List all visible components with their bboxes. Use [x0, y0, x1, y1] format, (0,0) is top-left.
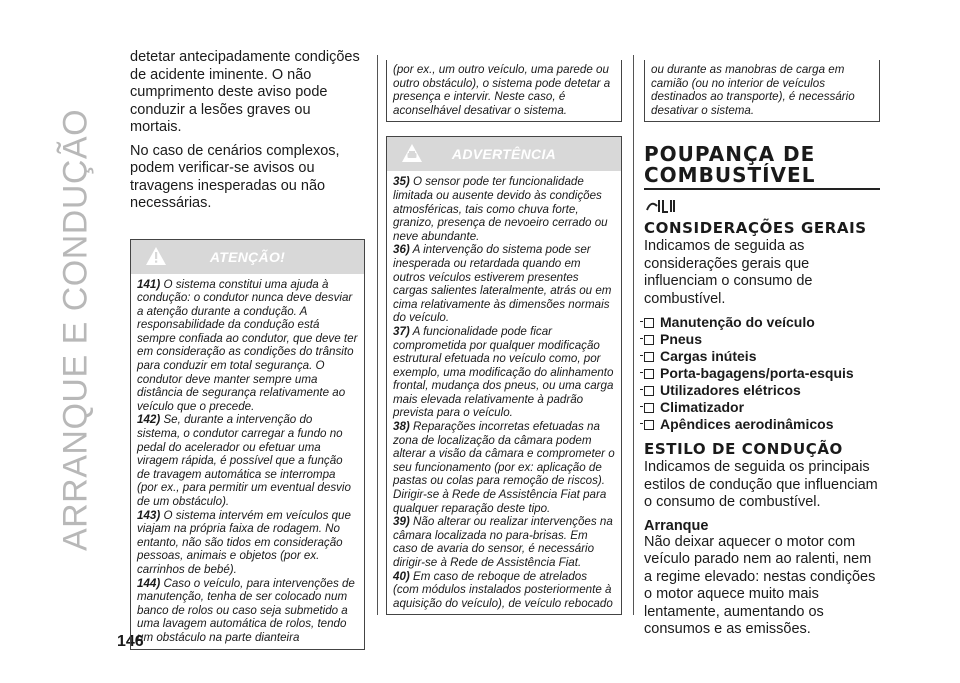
- bullet-icon: [644, 420, 654, 430]
- item-number: 40): [393, 569, 410, 583]
- column-3: [644, 60, 880, 645]
- list-item: Pneus: [644, 331, 880, 348]
- warning-item: [137, 413, 358, 508]
- bullet-icon: [644, 386, 654, 396]
- item-number: 142): [137, 413, 161, 427]
- paragraph: detetar antecipadamente condições de acidente iminente. O não cumprimento deste aviso pode conduzir a lesões graves ou mortais.: [130, 49, 360, 135]
- column-divider: [377, 55, 378, 615]
- item-text: Se, durante a intervenção do sistema, o condutor carregar a fundo no pedal do acelerador ou efetuar uma viragem rápida, é possível que a função de travagem automática se interrompa (por ex., para permitir um eventual desvio de um obstáculo).: [137, 413, 351, 508]
- item-number: 39): [393, 515, 410, 529]
- subheading-arranque: Arranque: [644, 517, 709, 534]
- bullet-icon: [644, 369, 654, 379]
- section-title-poupanca: POUPANÇA DE COMBUSTÍVEL: [644, 142, 816, 188]
- column-divider: [633, 55, 634, 615]
- list-item: Apêndices aerodinâmicos: [644, 416, 880, 433]
- list-item: Utilizadores elétricos: [644, 382, 880, 399]
- item-text: Reparações incorretas efetuadas na zona de localização da câmara podem alterar a visão da câmara e comprometer o seu funcionamento (por ex: aplicação de pastas ou colas para remoção de riscos). Dirigir-se à Rede de Assistência Fiat para qualquer reparação deste tipo.: [393, 420, 615, 515]
- item-text: A intervenção do sistema pode ser inesperada ou retardada quando em outros veículos estiverem presentes cargas salientes lateralmente, atrás ou em cima relativamente às dimensões normais do veículo.: [393, 243, 612, 325]
- paragraph: Indicamos de seguida os principais estilos de condução que influenciam o consumo de combustível.: [644, 459, 878, 511]
- warning-item: [137, 278, 358, 414]
- item-text: O sensor pode ter funcionalidade limitada ou ausente devido às condições atmosféricas, tais como chuva forte, granizo, presença de nevoeiro cerrado ou neve abundante.: [393, 175, 608, 243]
- item-text: A funcionalidade pode ficar comprometida por qualquer modificação estrutural efetuada no veículo como, por exemplo, uma modificação do alinhamento frontal, mudança dos pneus, ou uma carga mais elevada relativamente à padrão prevista para o veículo.: [393, 324, 614, 420]
- warning-header: [131, 240, 364, 274]
- warning-box: [130, 239, 365, 650]
- chapter-side-title: ARRANQUE E CONDUÇÃO: [56, 108, 95, 552]
- bullet-icon: [644, 403, 654, 413]
- item-text: O sistema intervém em veículos que viajam na própria faixa de rodagem. No entanto, não são tidos em consideração pessoas, animais e objetos (por ex. carrinhos de bebé).: [137, 508, 351, 576]
- warning-item: [393, 175, 615, 243]
- item-number: 36): [393, 243, 410, 257]
- paragraph: Não deixar aquecer o motor com veículo parado nem ao ralenti, nem a regime elevado: nestas condições o motor aquece muito mais lentamente, aumentando os consumos e as emissões.: [644, 533, 876, 638]
- page-number: 146: [117, 633, 144, 650]
- item-number: 144): [137, 576, 161, 590]
- paragraph: No caso de cenários complexos, podem verificar-se avisos ou travagens inesperadas ou não necessárias.: [130, 142, 340, 211]
- list-item: Climatizador: [644, 399, 880, 416]
- list-item: Cargas inúteis: [644, 348, 880, 365]
- warning-body: [131, 274, 364, 649]
- bullet-icon: [644, 335, 654, 345]
- warning-item: [137, 509, 358, 577]
- warning-item: [393, 515, 615, 569]
- warning-item: [393, 570, 615, 611]
- column-2: [386, 60, 622, 615]
- section-rule: [644, 188, 880, 190]
- item-text: Em caso de reboque de atrelados (com módulos instalados posteriormente à aquisição do veículo), de veículo rebocado: [393, 569, 613, 610]
- warning-item: [393, 420, 615, 515]
- continued-text-box: ou durante as manobras de carga em camião (ou no interior de veículos destinados ao transporte), é necessário desativar o sistema.: [644, 60, 880, 122]
- warning-item: [137, 577, 358, 645]
- column-1: [130, 49, 365, 650]
- considerations-list: [644, 314, 880, 433]
- paragraph: Indicamos de seguida as considerações gerais que influenciam o consumo de combustível.: [644, 238, 813, 307]
- subsection-title-consideracoes: CONSIDERAÇÕES GERAIS: [644, 219, 867, 238]
- advertencia-title: ADVERTÊNCIA: [451, 146, 557, 163]
- item-number: 37): [393, 324, 410, 338]
- list-item: Manutenção do veículo: [644, 314, 880, 331]
- advertencia-box: [386, 136, 622, 615]
- advertencia-header: [387, 137, 621, 171]
- bullet-icon: [644, 318, 654, 328]
- section-title-estilo: ESTILO DE CONDUÇÃO: [644, 440, 843, 459]
- bullet-icon: [644, 352, 654, 362]
- warning-item: [393, 325, 615, 420]
- eco-drive-icon: [644, 196, 880, 218]
- list-item: Porta-bagagens/porta-esquis: [644, 365, 880, 382]
- item-number: 35): [393, 175, 410, 189]
- item-number: 38): [393, 420, 410, 434]
- warning-item: [393, 243, 615, 325]
- item-text: Caso o veículo, para intervenções de manutenção, tenha de ser colocado num banco de rolos ou caso seja submetido a uma lavagem automática de rolos, tendo um obstáculo na parte dianteira: [137, 576, 355, 644]
- item-number: 143): [137, 508, 161, 522]
- continued-text-box: (por ex., um outro veículo, uma parede ou outro obstáculo), o sistema pode detetar a presença e intervir. Neste caso, é aconselhável desativar o sistema.: [386, 60, 622, 122]
- item-text: O sistema constitui uma ajuda à condução: o condutor nunca deve desviar a atenção durante a condução. A responsabilidade da condução está sempre confiada ao condutor, que deve ter em consideração as condições do trânsito para conduzir em total segurança. O condutor deve manter sempre uma distância de segurança relativamente ao veículo que o precede.: [137, 277, 358, 413]
- item-number: 141): [137, 277, 161, 291]
- warning-title: ATENÇÃO!: [209, 248, 286, 265]
- advertencia-body: [387, 171, 621, 614]
- item-text: Não alterar ou realizar intervenções na câmara localizada no para-brisas. Em caso de avaria do sensor, é necessário dirigir-se à Rede de Assistência Fiat.: [393, 515, 613, 569]
